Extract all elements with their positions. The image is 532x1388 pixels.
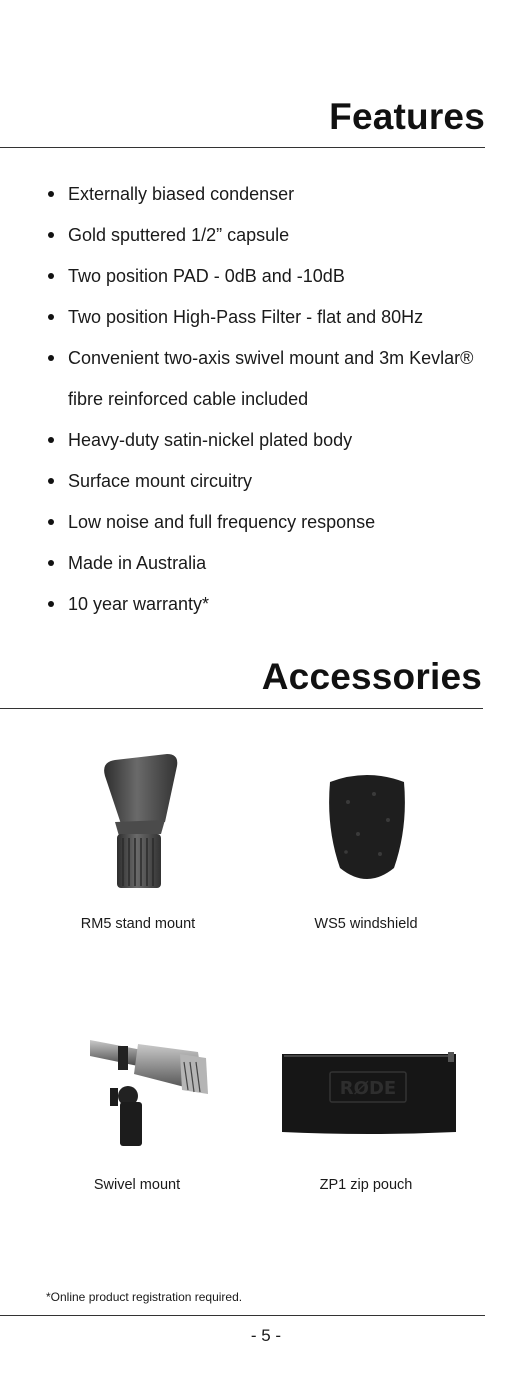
zip-pouch-icon [280, 1050, 458, 1136]
list-item: Heavy-duty satin-nickel plated body [44, 420, 494, 461]
bullet-icon [48, 601, 54, 607]
footer-divider [0, 1315, 485, 1316]
bullet-icon [48, 478, 54, 484]
accessory-caption: RM5 stand mount [80, 916, 196, 932]
list-item: Low noise and full frequency response [44, 502, 494, 543]
list-item: Surface mount circuitry [44, 461, 494, 502]
feature-list [44, 174, 494, 625]
bullet-icon [48, 560, 54, 566]
stand-mount-clip-icon [95, 752, 185, 890]
features-divider [0, 147, 485, 148]
list-item: Made in Australia [44, 543, 494, 584]
accessory-caption: ZP1 zip pouch [319, 1177, 413, 1193]
accessories-divider [0, 708, 483, 709]
accessory-ws5 [276, 916, 456, 932]
foam-windshield-icon [324, 772, 410, 884]
accessories-heading: Accessories [261, 656, 482, 697]
bullet-icon [48, 437, 54, 443]
footnote: *Online product registration required. [46, 1290, 243, 1304]
bullet-icon [48, 273, 54, 279]
list-item: Convenient two-axis swivel mount and 3m Kevlar® fibre reinforced cable included [44, 338, 494, 420]
bullet-icon [48, 232, 54, 238]
list-item: Two position High-Pass Filter - flat and 80Hz [44, 297, 494, 338]
accessory-rm5 [48, 916, 228, 932]
list-item: Externally biased condenser [44, 174, 494, 215]
list-item: Two position PAD - 0dB and -10dB [44, 256, 494, 297]
microphone-on-swivel-mount-icon [88, 1032, 212, 1150]
accessory-caption: Swivel mount [93, 1177, 181, 1193]
list-item: Gold sputtered 1/2” capsule [44, 215, 494, 256]
bullet-icon [48, 355, 54, 361]
pouch-logo: RØDE [339, 1078, 397, 1099]
accessory-swivel-mount [47, 1177, 227, 1193]
bullet-icon [48, 314, 54, 320]
features-heading: Features [329, 96, 485, 137]
bullet-icon [48, 191, 54, 197]
list-item: 10 year warranty* [44, 584, 494, 625]
page-number: - 5 - [250, 1326, 282, 1345]
accessory-caption: WS5 windshield [314, 916, 418, 932]
bullet-icon [48, 519, 54, 525]
accessory-zp1 [276, 1177, 456, 1193]
